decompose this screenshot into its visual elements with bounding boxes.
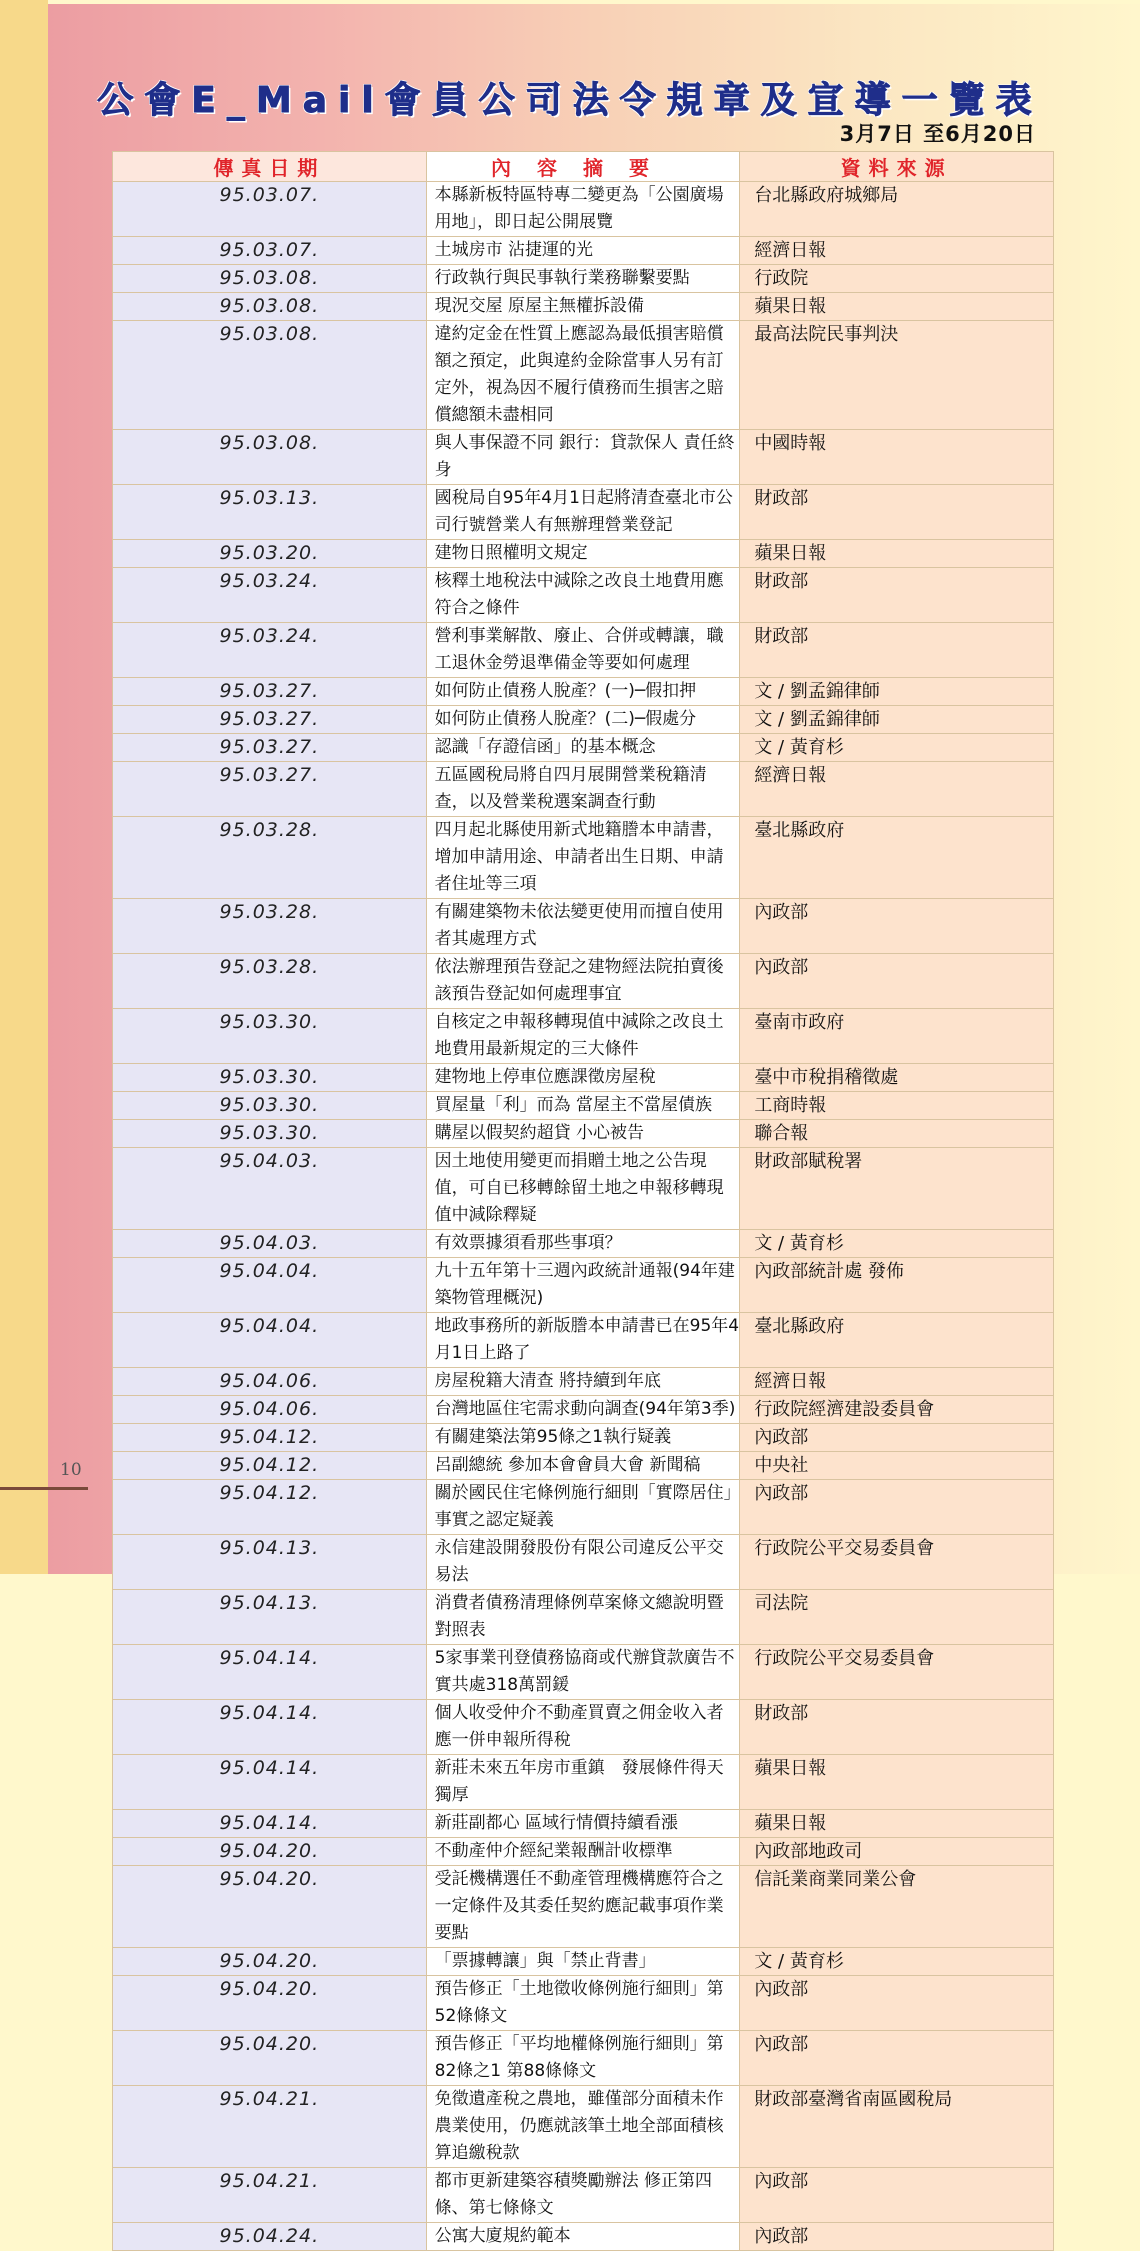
row-date: 95.04.03. — [113, 1148, 427, 1230]
row-content: 受託機構選任不動產管理機構應符合之一定條件及其委任契約應記載事項作業要點 — [426, 1866, 740, 1948]
table-row — [113, 1535, 1054, 1590]
row-date: 95.03.08. — [113, 321, 427, 430]
row-source: 聯合報 — [740, 1120, 1054, 1148]
row-date: 95.04.12. — [113, 1480, 427, 1535]
table-row — [113, 237, 1054, 265]
row-date: 95.04.14. — [113, 1645, 427, 1700]
row-source: 文 / 劉孟錦律師 — [740, 678, 1054, 706]
row-date: 95.03.07. — [113, 182, 427, 237]
row-date: 95.03.30. — [113, 1092, 427, 1120]
table-row — [113, 568, 1054, 623]
row-date: 95.03.30. — [113, 1009, 427, 1064]
row-date: 95.03.13. — [113, 485, 427, 540]
row-source: 蘋果日報 — [740, 293, 1054, 321]
row-date: 95.04.20. — [113, 1976, 427, 2031]
row-content: 依法辦理預告登記之建物經法院拍賣後該預告登記如何處理事宜 — [426, 954, 740, 1009]
row-source: 行政院 — [740, 265, 1054, 293]
row-content: 買屋量「利」而為 當屋主不當屋債族 — [426, 1092, 740, 1120]
row-content: 有效票據須看那些事項？ — [426, 1230, 740, 1258]
row-source: 行政院公平交易委員會 — [740, 1535, 1054, 1590]
row-content: 預告修正「土地徵收條例施行細則」第52條條文 — [426, 1976, 740, 2031]
date-range: 3月7日 至6月20日 — [839, 122, 1036, 146]
row-content: 如何防止債務人脫產？(一)─假扣押 — [426, 678, 740, 706]
row-date: 95.04.14. — [113, 1700, 427, 1755]
row-content: 預告修正「平均地權條例施行細則」第82條之1 第88條條文 — [426, 2031, 740, 2086]
row-source: 內政部 — [740, 2168, 1054, 2223]
regulations-table — [112, 151, 1054, 2251]
row-content: 本縣新板特區特專二變更為「公園廣場用地」，即日起公開展覽 — [426, 182, 740, 237]
row-content: 行政執行與民事執行業務聯繫要點 — [426, 265, 740, 293]
row-content: 與人事保證不同 銀行：貸款保人 責任終身 — [426, 430, 740, 485]
table-row — [113, 1645, 1054, 1700]
row-content: 房屋稅籍大清查 將持續到年底 — [426, 1368, 740, 1396]
row-date: 95.04.06. — [113, 1396, 427, 1424]
table-row — [113, 706, 1054, 734]
row-content: 認識「存證信函」的基本概念 — [426, 734, 740, 762]
table-row — [113, 2223, 1054, 2251]
row-source: 文 / 黃育杉 — [740, 734, 1054, 762]
header-content: 內容摘要 — [426, 152, 740, 182]
row-date: 95.04.04. — [113, 1313, 427, 1368]
row-content: 國稅局自95年4月1日起將清查臺北市公司行號營業人有無辦理營業登記 — [426, 485, 740, 540]
row-source: 內政部 — [740, 954, 1054, 1009]
row-source: 臺北縣政府 — [740, 817, 1054, 899]
row-date: 95.03.20. — [113, 540, 427, 568]
row-source: 經濟日報 — [740, 237, 1054, 265]
table-row — [113, 762, 1054, 817]
row-date: 95.04.14. — [113, 1755, 427, 1810]
row-content: 公寓大廈規約範本 — [426, 2223, 740, 2251]
row-date: 95.03.28. — [113, 899, 427, 954]
row-date: 95.04.20. — [113, 1866, 427, 1948]
row-content: 不動產仲介經紀業報酬計收標準 — [426, 1838, 740, 1866]
row-source: 中央社 — [740, 1452, 1054, 1480]
table-row — [113, 293, 1054, 321]
row-content: 免徵遺產稅之農地，雖僅部分面積未作農業使用，仍應就該筆土地全部面積核算追繳稅款 — [426, 2086, 740, 2168]
row-date: 95.03.08. — [113, 430, 427, 485]
table-row — [113, 1590, 1054, 1645]
row-source: 行政院經濟建設委員會 — [740, 1396, 1054, 1424]
row-content: 核釋土地稅法中減除之改良土地費用應符合之條件 — [426, 568, 740, 623]
row-content: 有關建築物未依法變更使用而擅自使用者其處理方式 — [426, 899, 740, 954]
row-date: 95.04.12. — [113, 1452, 427, 1480]
row-source: 文 / 黃育杉 — [740, 1948, 1054, 1976]
table-row — [113, 1230, 1054, 1258]
row-source: 文 / 黃育杉 — [740, 1230, 1054, 1258]
table-row — [113, 1258, 1054, 1313]
row-content: 九十五年第十三週內政統計通報(94年建築物管理概況) — [426, 1258, 740, 1313]
row-content: 都市更新建築容積獎勵辦法 修正第四條、第七條條文 — [426, 2168, 740, 2223]
table-row — [113, 1452, 1054, 1480]
table-row — [113, 954, 1054, 1009]
row-source: 蘋果日報 — [740, 1810, 1054, 1838]
row-source: 財政部 — [740, 485, 1054, 540]
row-source: 經濟日報 — [740, 762, 1054, 817]
table-row — [113, 2031, 1054, 2086]
row-content: 營利事業解散、廢止、合併或轉讓，職工退休金勞退準備金等要如何處理 — [426, 623, 740, 678]
row-source: 財政部 — [740, 1700, 1054, 1755]
row-date: 95.03.27. — [113, 734, 427, 762]
table-row — [113, 485, 1054, 540]
row-source: 內政部 — [740, 1424, 1054, 1452]
row-source: 內政部 — [740, 899, 1054, 954]
table-row — [113, 1396, 1054, 1424]
row-source: 內政部統計處 發佈 — [740, 1258, 1054, 1313]
row-date: 95.04.13. — [113, 1590, 427, 1645]
table-row — [113, 1866, 1054, 1948]
row-date: 95.04.20. — [113, 1838, 427, 1866]
table-row — [113, 265, 1054, 293]
row-date: 95.03.24. — [113, 568, 427, 623]
row-source: 臺北縣政府 — [740, 1313, 1054, 1368]
row-source: 工商時報 — [740, 1092, 1054, 1120]
row-source: 內政部地政司 — [740, 1838, 1054, 1866]
row-source: 蘋果日報 — [740, 540, 1054, 568]
table-row — [113, 1368, 1054, 1396]
row-date: 95.04.20. — [113, 2031, 427, 2086]
table-row — [113, 1700, 1054, 1755]
row-source: 財政部 — [740, 568, 1054, 623]
table-row — [113, 1092, 1054, 1120]
row-date: 95.04.04. — [113, 1258, 427, 1313]
row-content: 如何防止債務人脫產？(二)─假處分 — [426, 706, 740, 734]
row-content: 自核定之申報移轉現值中減除之改良土地費用最新規定的三大條件 — [426, 1009, 740, 1064]
table-row — [113, 1755, 1054, 1810]
row-date: 95.04.14. — [113, 1810, 427, 1838]
row-date: 95.04.03. — [113, 1230, 427, 1258]
header-source: 資料來源 — [740, 152, 1054, 182]
table-row — [113, 817, 1054, 899]
row-date: 95.03.28. — [113, 954, 427, 1009]
row-source: 蘋果日報 — [740, 1755, 1054, 1810]
row-content: 購屋以假契約超貸 小心被告 — [426, 1120, 740, 1148]
row-source: 中國時報 — [740, 430, 1054, 485]
row-content: 個人收受仲介不動產買賣之佣金收入者應一併申報所得稅 — [426, 1700, 740, 1755]
row-source: 內政部 — [740, 1976, 1054, 2031]
table-row — [113, 678, 1054, 706]
row-date: 95.03.08. — [113, 293, 427, 321]
row-content: 因土地使用變更而捐贈土地之公告現值，可自已移轉餘留土地之申報移轉現值中減除釋疑 — [426, 1148, 740, 1230]
row-content: 5家事業刊登債務協商或代辦貸款廣告不實共處318萬罰鍰 — [426, 1645, 740, 1700]
row-source: 財政部臺灣省南區國稅局 — [740, 2086, 1054, 2168]
table-row — [113, 321, 1054, 430]
table-row — [113, 1009, 1054, 1064]
row-content: 永信建設開發股份有限公司違反公平交易法 — [426, 1535, 740, 1590]
table-row — [113, 1948, 1054, 1976]
row-date: 95.04.20. — [113, 1948, 427, 1976]
row-content: 關於國民住宅條例施行細則「實際居住」事實之認定疑義 — [426, 1480, 740, 1535]
table-row — [113, 1810, 1054, 1838]
row-content: 新莊副都心 區域行情價持續看漲 — [426, 1810, 740, 1838]
table-row — [113, 430, 1054, 485]
row-date: 95.03.07. — [113, 237, 427, 265]
table-row — [113, 1480, 1054, 1535]
row-date: 95.03.08. — [113, 265, 427, 293]
row-source: 台北縣政府城鄉局 — [740, 182, 1054, 237]
row-content: 台灣地區住宅需求動向調查(94年第3季) — [426, 1396, 740, 1424]
row-date: 95.03.24. — [113, 623, 427, 678]
table-row — [113, 623, 1054, 678]
table-row — [113, 182, 1054, 237]
row-source: 司法院 — [740, 1590, 1054, 1645]
table-row — [113, 734, 1054, 762]
row-content: 土城房市 沾捷運的光 — [426, 237, 740, 265]
row-content: 現況交屋 原屋主無權拆設備 — [426, 293, 740, 321]
table-row — [113, 1424, 1054, 1452]
row-content: 建物日照權明文規定 — [426, 540, 740, 568]
row-source: 財政部 — [740, 623, 1054, 678]
table-header-row — [113, 152, 1054, 182]
row-date: 95.03.30. — [113, 1120, 427, 1148]
row-date: 95.03.27. — [113, 762, 427, 817]
row-source: 信託業商業同業公會 — [740, 1866, 1054, 1948]
row-source: 最高法院民事判決 — [740, 321, 1054, 430]
row-content: 地政事務所的新版謄本申請書已在95年4月1日上路了 — [426, 1313, 740, 1368]
row-date: 95.03.30. — [113, 1064, 427, 1092]
row-content: 建物地上停車位應課徵房屋稅 — [426, 1064, 740, 1092]
row-date: 95.04.12. — [113, 1424, 427, 1452]
page-spine — [0, 0, 48, 1574]
table-row — [113, 540, 1054, 568]
row-date: 95.03.28. — [113, 817, 427, 899]
row-content: 新莊未來五年房市重鎮 發展條件得天獨厚 — [426, 1755, 740, 1810]
row-date: 95.04.13. — [113, 1535, 427, 1590]
row-date: 95.04.21. — [113, 2086, 427, 2168]
table-body — [113, 182, 1054, 2251]
row-source: 臺中市稅捐稽徵處 — [740, 1064, 1054, 1092]
row-date: 95.04.21. — [113, 2168, 427, 2223]
table-row — [113, 1064, 1054, 1092]
page-title: 公會E_Mail會員公司法令規章及宣導一覽表 — [97, 80, 1043, 121]
row-date: 95.04.24. — [113, 2223, 427, 2251]
row-content: 四月起北縣使用新式地籍謄本申請書，增加申請用途、申請者出生日期、申請者住址等三項 — [426, 817, 740, 899]
table-row — [113, 1148, 1054, 1230]
row-source: 文 / 劉孟錦律師 — [740, 706, 1054, 734]
row-source: 內政部 — [740, 2031, 1054, 2086]
row-content: 五區國稅局將自四月展開營業稅籍清查，以及營業稅選案調查行動 — [426, 762, 740, 817]
row-date: 95.03.27. — [113, 706, 427, 734]
page-number: 10 — [60, 1460, 82, 1480]
row-content: 呂副總統 參加本會會員大會 新聞稿 — [426, 1452, 740, 1480]
table-row — [113, 1976, 1054, 2031]
table-row — [113, 1313, 1054, 1368]
row-source: 財政部賦稅署 — [740, 1148, 1054, 1230]
row-content: 消費者債務清理條例草案條文總說明暨對照表 — [426, 1590, 740, 1645]
table-row — [113, 1838, 1054, 1866]
table-row — [113, 1120, 1054, 1148]
row-content: 「票據轉讓」與「禁止背書」 — [426, 1948, 740, 1976]
table-row — [113, 2086, 1054, 2168]
table-row — [113, 899, 1054, 954]
row-content: 有關建築法第95條之1執行疑義 — [426, 1424, 740, 1452]
row-source: 內政部 — [740, 1480, 1054, 1535]
row-source: 臺南市政府 — [740, 1009, 1054, 1064]
row-date: 95.04.06. — [113, 1368, 427, 1396]
row-content: 違約定金在性質上應認為最低損害賠償額之預定，此與違約金除當事人另有訂定外，視為因不履行債務而生損害之賠償總額未盡相同 — [426, 321, 740, 430]
header-date: 傳真日期 — [113, 152, 427, 182]
page-number-rule — [0, 1487, 88, 1490]
row-date: 95.03.27. — [113, 678, 427, 706]
row-source: 內政部 — [740, 2223, 1054, 2251]
row-source: 經濟日報 — [740, 1368, 1054, 1396]
row-source: 行政院公平交易委員會 — [740, 1645, 1054, 1700]
table-row — [113, 2168, 1054, 2223]
